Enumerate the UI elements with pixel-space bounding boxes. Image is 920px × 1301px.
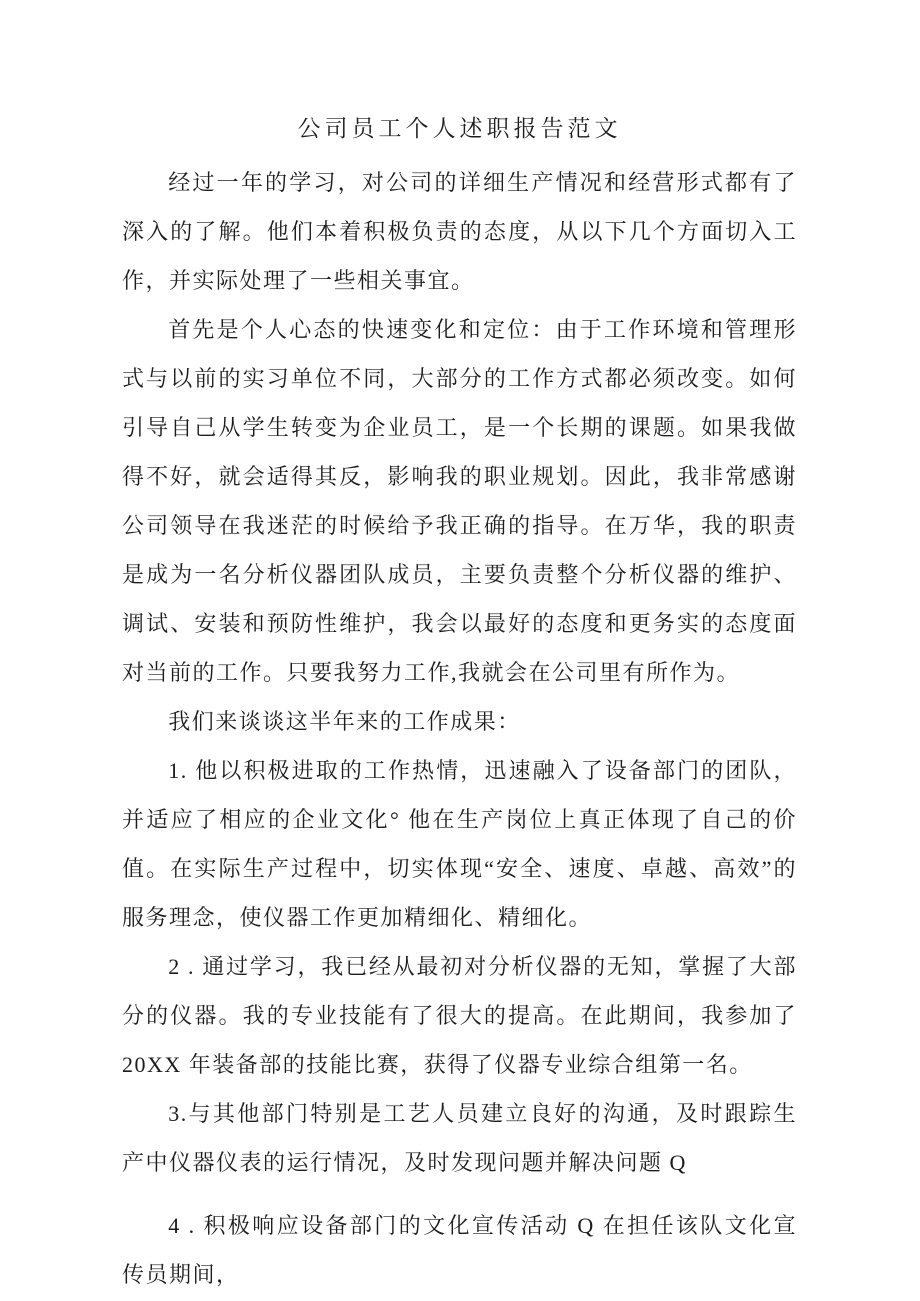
list-item-3: 3.与其他部门特别是工艺人员建立良好的沟通，及时跟踪生产中仪器仪表的运行情况，及时发现问题并解决问题 Q bbox=[122, 1101, 797, 1175]
paragraph-results-lead-in: 我们来谈谈这半年来的工作成果： bbox=[168, 709, 521, 734]
paragraph-mindset: 首先是个人心态的快速变化和定位：由于工作环境和管理形式与以前的实习单位不同，大部分的工作方式都必须改变。如何引导自己从学生转变为企业员工，是一个长期的课题。如果我做得不好，就会适得其反，影响我的职业规划。因此，我非常感谢公司领导在我迷茫的时候给予我正确的指导。在万华，我的职责是成为一名分析仪器团队成员，主要负责整个分析仪器的维护、调试、安装和预防性维护，我会以最好的态度和更务实的态度面对当前的工作。只要我努力工作,我就会在公司里有所作为。 bbox=[122, 317, 797, 685]
list-item-1: 1. 他以积极进取的工作热情，迅速融入了设备部门的团队，并适应了相应的企业文化° 他在生产岗位上真正体现了自己的价值。在实际生产过程中，切实体现“安全、速度、卓越、高效”的服务理念，使仪器工作更加精细化、精细化。 bbox=[122, 758, 797, 930]
list-item-2: 2 . 通过学习，我已经从最初对分析仪器的无知，掌握了大部分的仪器。我的专业技能有了很大的提高。在此期间，我参加了 20XX 年装备部的技能比赛，获得了仪器专业综合组第一名。 bbox=[122, 954, 797, 1077]
paragraph-intro: 经过一年的学习，对公司的详细生产情况和经营形式都有了深入的了解。他们本着积极负责的态度，从以下几个方面切入工作，并实际处理了一些相关事宜。 bbox=[122, 170, 797, 293]
list-item-4: 4 . 积极响应设备部门的文化宣传活动 Q 在担任该队文化宣传员期间， bbox=[122, 1213, 797, 1287]
document-title: 公司员工个人述职报告范文 bbox=[297, 116, 622, 141]
